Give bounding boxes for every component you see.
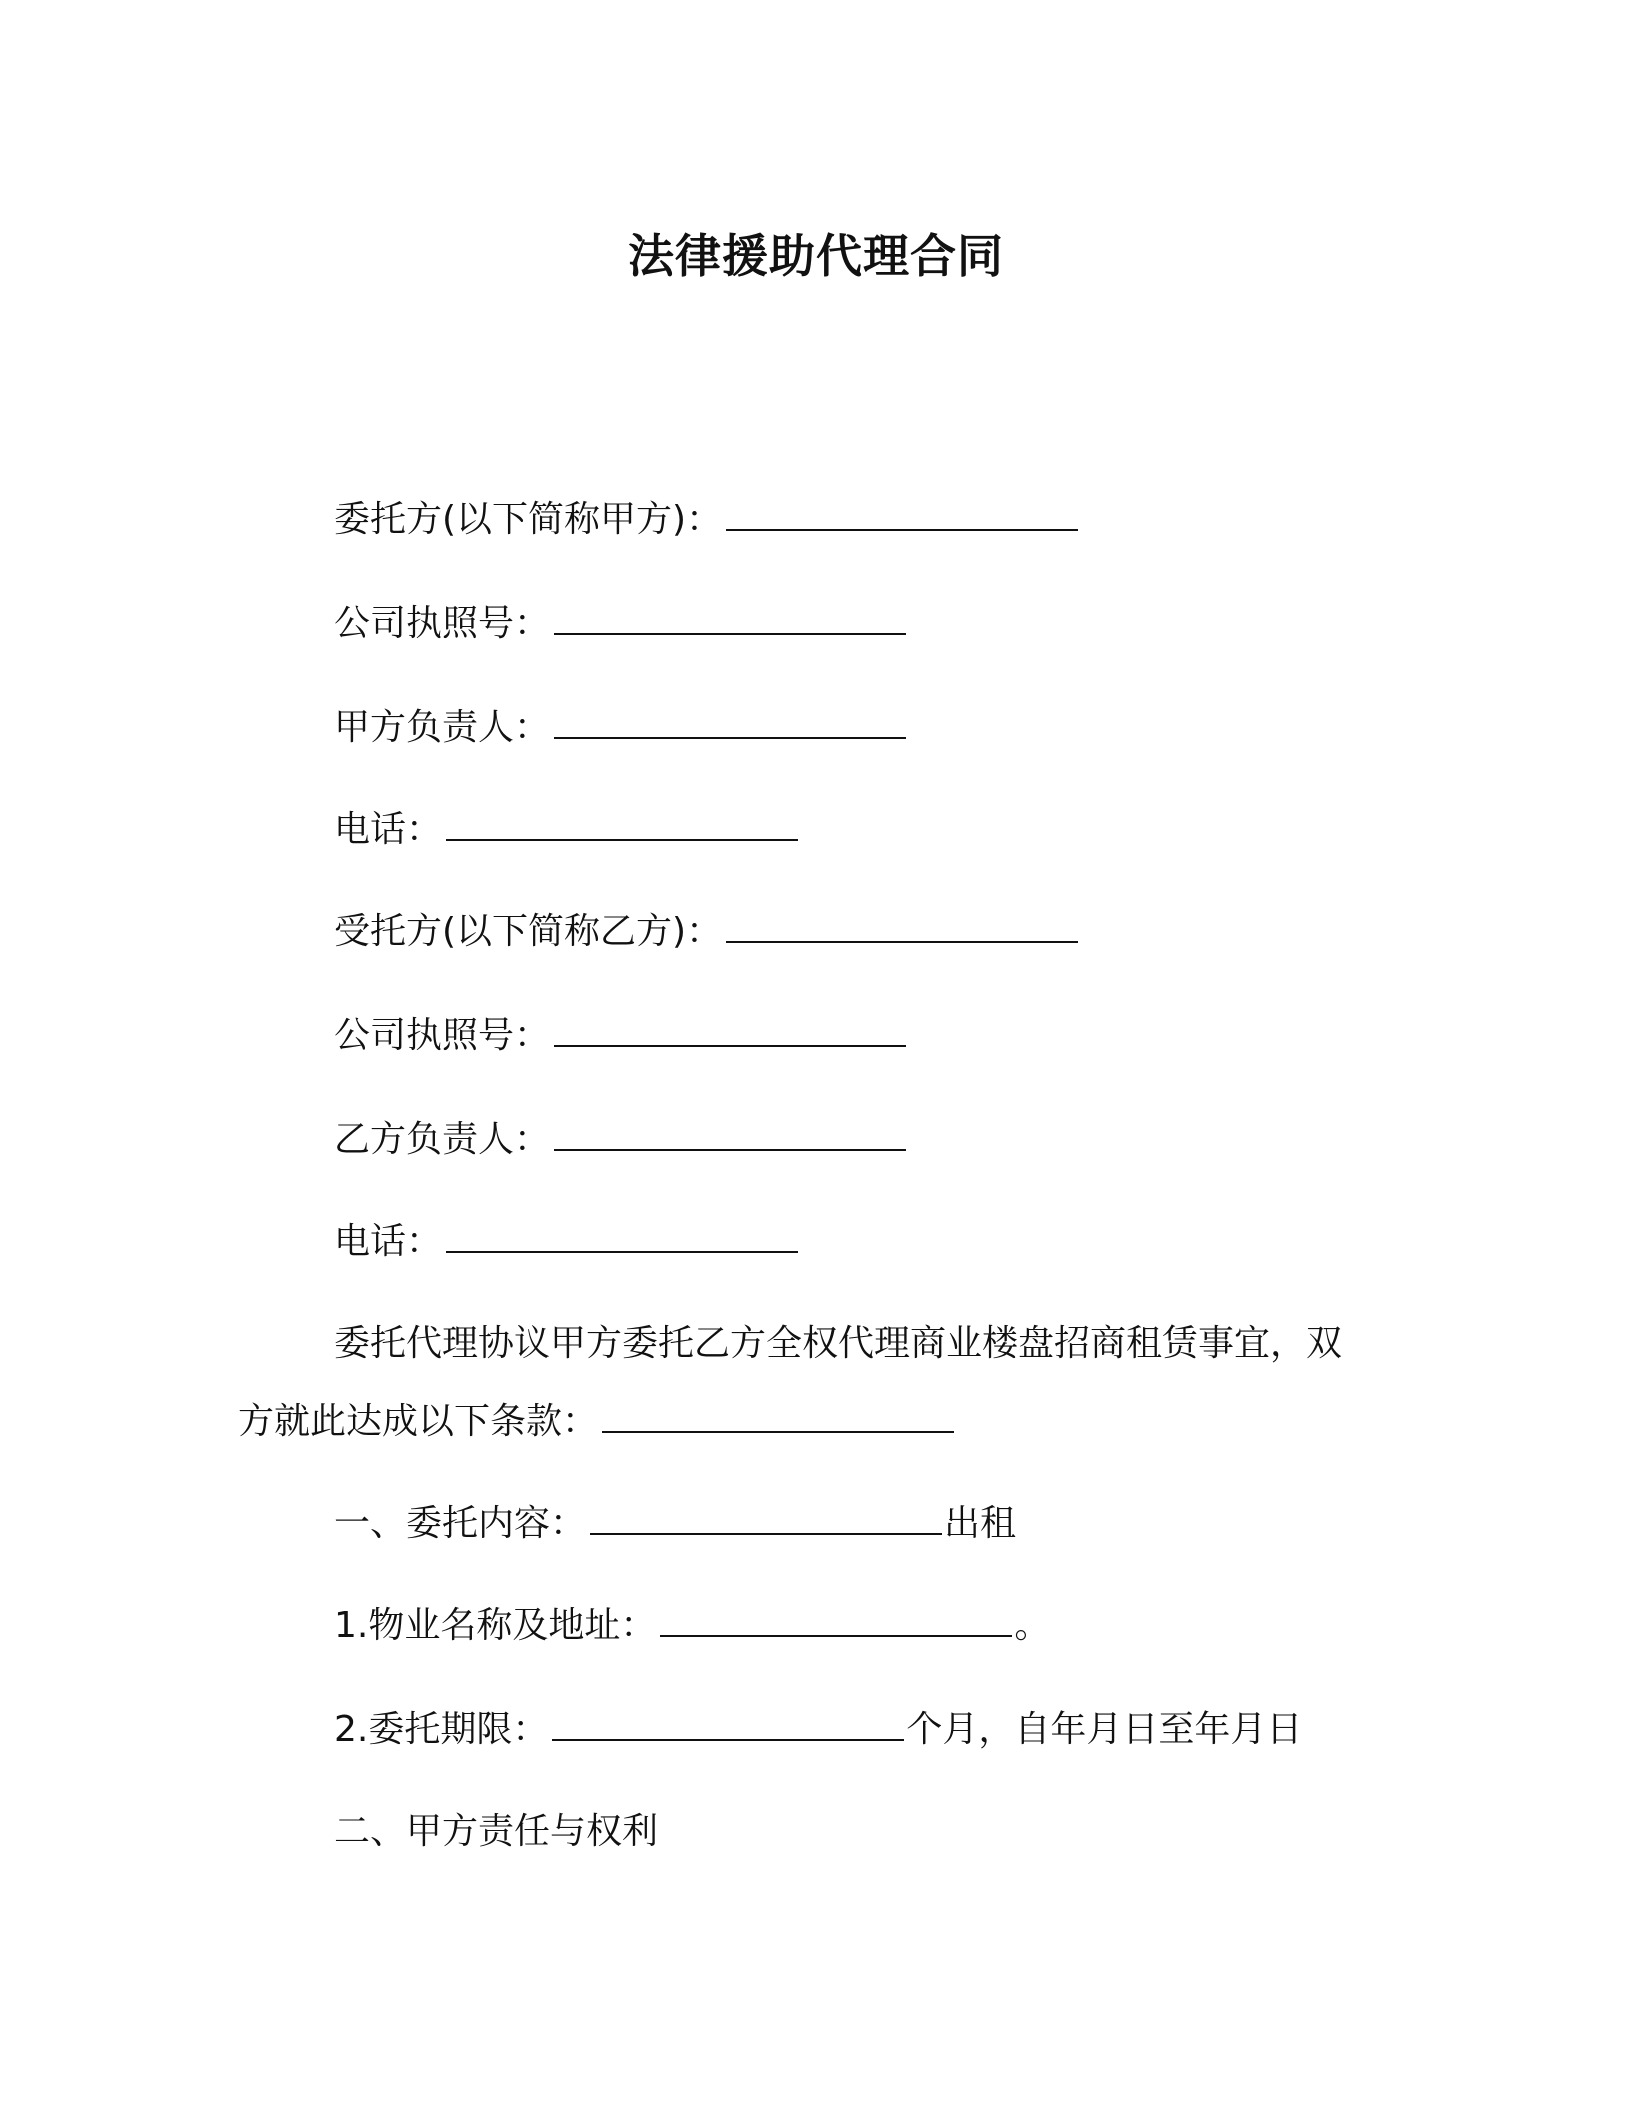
- field-label: 乙方负责人：: [334, 1119, 551, 1160]
- paragraph-text: 方就此达成以下条款：: [238, 1401, 599, 1442]
- clause-label: 一、委托内容：: [334, 1503, 587, 1544]
- fill-blank[interactable]: [554, 1015, 906, 1047]
- fill-blank[interactable]: [726, 911, 1078, 943]
- field-label: 委托方(以下简称甲方)：: [334, 499, 723, 540]
- fill-blank[interactable]: [446, 809, 798, 841]
- field-label: 公司执照号：: [334, 1015, 551, 1056]
- field-agent-license: [334, 1012, 908, 1060]
- field-client-representative: [334, 704, 908, 752]
- agreement-paragraph-line-2: [238, 1398, 956, 1446]
- fill-blank[interactable]: [660, 1605, 1012, 1637]
- clause-delegation-content: [334, 1500, 1016, 1548]
- field-client-phone: [334, 806, 800, 854]
- field-label: 电话：: [334, 809, 443, 850]
- fill-blank[interactable]: [726, 499, 1078, 531]
- fill-blank[interactable]: [552, 1709, 904, 1741]
- fill-blank[interactable]: [554, 1119, 906, 1151]
- clause-suffix: 个月，自年月日至年月日: [906, 1709, 1303, 1750]
- fill-blank[interactable]: [446, 1221, 798, 1253]
- agreement-paragraph-line-1: 委托代理协议甲方委托乙方全权代理商业楼盘招商租赁事宜，双: [334, 1323, 1343, 1364]
- clause-property-name: [334, 1602, 1050, 1650]
- field-agent-representative: [334, 1116, 908, 1164]
- field-label: 受托方(以下简称乙方)：: [334, 911, 723, 952]
- clause-delegation-term: [334, 1706, 1302, 1754]
- field-client: [334, 496, 1080, 544]
- clause-label: 1.物业名称及地址：: [334, 1605, 657, 1646]
- field-agent: [334, 908, 1080, 956]
- fill-blank[interactable]: [590, 1503, 942, 1535]
- document-title: 法律援助代理合同: [628, 229, 1004, 283]
- field-client-license: [334, 600, 908, 648]
- clause-suffix: 。: [1014, 1605, 1051, 1646]
- field-agent-phone: [334, 1218, 800, 1266]
- fill-blank[interactable]: [554, 707, 906, 739]
- field-label: 电话：: [334, 1221, 443, 1262]
- fill-blank[interactable]: [602, 1401, 954, 1433]
- field-label: 甲方负责人：: [334, 707, 551, 748]
- fill-blank[interactable]: [554, 603, 906, 635]
- section-heading-party-a: 二、甲方责任与权利: [334, 1811, 659, 1852]
- clause-suffix: 出租: [944, 1503, 1017, 1544]
- clause-label: 2.委托期限：: [334, 1709, 549, 1750]
- field-label: 公司执照号：: [334, 603, 551, 644]
